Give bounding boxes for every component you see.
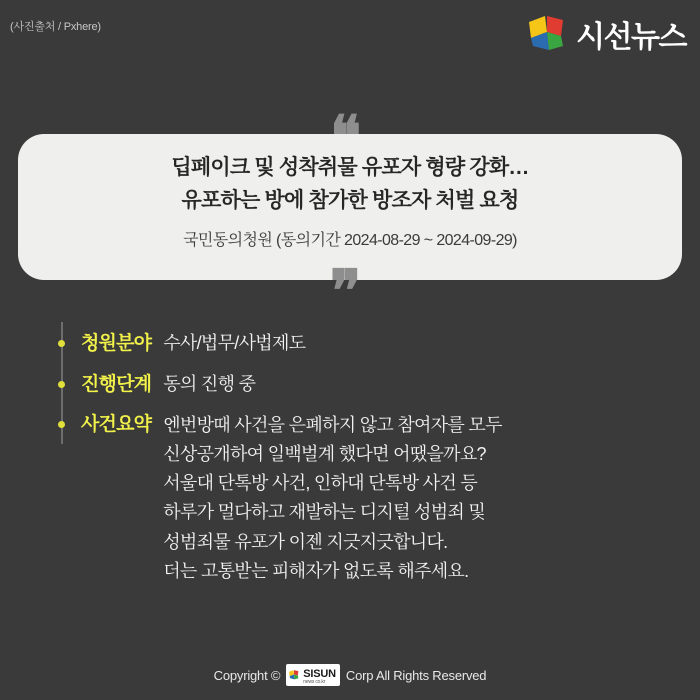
- site-logo[interactable]: [525, 12, 686, 56]
- info-row-field: [28, 330, 678, 359]
- summary-line: 엔번방때 사건을 은폐하지 않고 참여자를 모두: [163, 415, 502, 435]
- copyright-footer: [0, 664, 700, 686]
- info-label-stage: 진행단계: [81, 373, 152, 395]
- copyright-prefix: Copyright ©: [213, 667, 281, 683]
- copyright-suffix: Corp All Rights Reserved: [345, 667, 487, 683]
- footer-logo-main: SISUN: [303, 668, 336, 680]
- info-row-summary: [28, 411, 678, 586]
- bullet-dot-icon: [58, 421, 65, 428]
- page-header: [0, 0, 700, 72]
- summary-line: 서울대 단톡방 사건, 인하대 단톡방 사건 등: [163, 473, 478, 494]
- info-row-stage: [28, 371, 678, 400]
- petition-info-list: [28, 330, 678, 598]
- info-value-field: 수사/법무/사법제도: [163, 333, 306, 353]
- sisun-news-logo-icon: [525, 12, 569, 56]
- summary-line: 더는 고통받는 피해자가 없도록 해주세요.: [163, 560, 469, 581]
- photo-credit: (사진출처 / Pxhere): [10, 21, 101, 33]
- footer-logo-sub: news co.kr: [303, 679, 326, 685]
- sisun-news-logo-icon: [288, 669, 300, 681]
- summary-line: 신상공개하여 일백벌계 했다면 어땠을까요?: [163, 444, 486, 465]
- info-value-stage: 동의 진행 중: [163, 373, 256, 394]
- bullet-dot-icon: [58, 381, 65, 388]
- bullet-dot-icon: [58, 340, 65, 347]
- info-label-field: 청원분야: [81, 333, 152, 354]
- info-label-summary: 사건요약: [81, 414, 152, 435]
- site-logo-text: 시선뉴스: [576, 21, 686, 54]
- summary-line: 성범죄물 유포가 이젠 지긋지긋합니다.: [163, 531, 448, 552]
- petition-title-line-1: 딥페이크 및 성착취물 유포자 형량 강화…: [171, 156, 529, 179]
- footer-logo: [286, 664, 340, 686]
- quote-close-icon: ❞: [330, 257, 360, 325]
- petition-title-line-2: 유포하는 방에 참가한 방조자 처벌 요청: [181, 188, 519, 212]
- info-value-summary: [163, 411, 502, 586]
- petition-period: 국민동의청원 (동의기간 2024-08-29 ~ 2024-09-29): [183, 232, 517, 250]
- summary-line: 하루가 멀다하고 재발하는 디지털 성범죄 및: [163, 502, 486, 523]
